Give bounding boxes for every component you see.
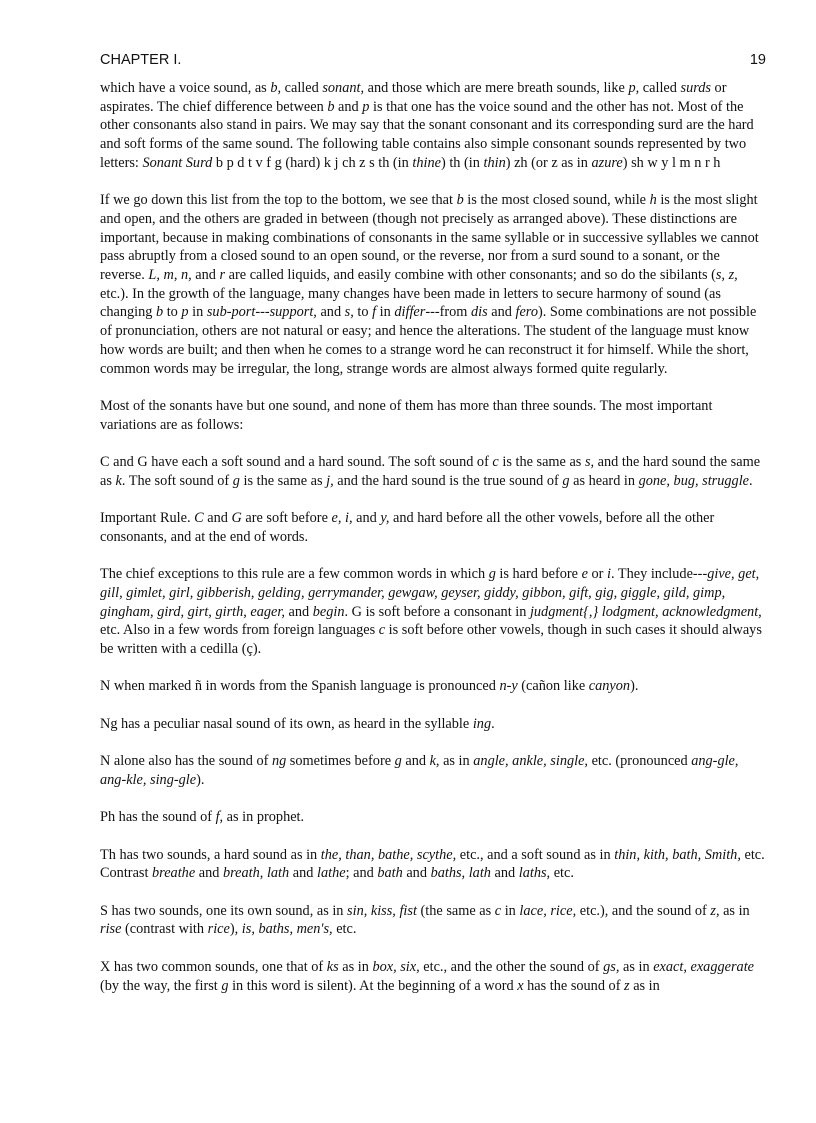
text-run: ). xyxy=(630,678,639,695)
text-run: and xyxy=(203,510,232,527)
italic-run: fero xyxy=(515,304,538,321)
text-run: is the most slight and open, and the others are graded in between (though not precisely as arranged above). These distinctions are important, because in making combinations of consonants in the same syllable or in successive syllables we cannot pass abruptly from a closed sound to an open sound, or the reverse, nor from a surd sound to a sonant, or the reverse. xyxy=(100,192,759,284)
italic-run: g xyxy=(221,977,229,994)
italic-run: bath xyxy=(377,865,403,882)
italic-run: sub-port---support, xyxy=(206,304,317,321)
italic-run: begin xyxy=(312,603,345,620)
italic-run: f xyxy=(372,304,377,321)
text-run: etc., and a soft sound as in xyxy=(456,846,615,863)
paragraph xyxy=(100,752,766,789)
paragraph xyxy=(100,715,766,734)
italic-run: sonant, xyxy=(322,80,365,96)
text-run: are soft before xyxy=(241,510,332,527)
italic-run: G xyxy=(231,510,242,527)
italic-run: breath, xyxy=(222,865,264,882)
italic-run: azure xyxy=(591,154,623,171)
text-run: and xyxy=(401,753,430,770)
text-run: Important Rule. xyxy=(100,510,195,527)
text-run: and xyxy=(487,304,516,321)
text-run: as in xyxy=(619,958,654,975)
text-run: called xyxy=(639,80,681,96)
italic-run: s, xyxy=(344,304,354,321)
text-run: or xyxy=(587,566,608,583)
text-run: The chief exceptions to this rule are a few common words in which xyxy=(100,566,489,583)
italic-run: j, xyxy=(326,472,334,489)
paragraph xyxy=(100,453,766,490)
text-run: C and G have each a soft sound and a hard sound. The soft sound of xyxy=(100,454,493,471)
italic-run: ing xyxy=(472,715,492,732)
text-run: as in xyxy=(719,902,750,919)
text-run: to xyxy=(163,304,182,321)
italic-run: b xyxy=(456,192,464,209)
text-run: is the most closed sound, while xyxy=(463,192,650,209)
text-run: N when marked ñ in words from the Spanish language is pronounced xyxy=(100,678,500,695)
italic-run: lathe xyxy=(316,865,346,882)
italic-run: C xyxy=(194,510,204,527)
text-run: . They include--- xyxy=(611,566,708,583)
italic-run: c xyxy=(494,902,502,919)
paragraph xyxy=(100,958,766,995)
italic-run: differ xyxy=(394,304,426,321)
text-run: (by the way, the first xyxy=(100,977,222,994)
italic-run: thine xyxy=(412,154,441,171)
italic-run: b xyxy=(327,98,335,115)
italic-run: k xyxy=(115,472,122,489)
italic-run: h xyxy=(649,192,657,209)
text-run: Ph has the sound of xyxy=(100,809,216,826)
italic-run: gone, bug, struggle xyxy=(638,472,750,489)
italic-run: e, i, xyxy=(331,510,353,527)
italic-run: give, get, gill, gimlet, girl, gibberish, gelding, gerrymander, gewgaw, geyser, giddy, gibbon, gift, gig, giggle, gild, gimp, gingham, gird, girt, girth, eager, xyxy=(100,566,760,620)
text-run: ) zh (or z as in xyxy=(505,154,592,171)
paragraph xyxy=(100,808,766,827)
text-run: which have a voice sound, as xyxy=(100,80,271,96)
italic-run: gs, xyxy=(603,958,620,975)
text-run: N alone also has the sound of xyxy=(100,753,272,770)
italic-run: b, xyxy=(270,80,282,96)
italic-run: laths, xyxy=(518,865,551,882)
text-run: ---from xyxy=(425,304,471,321)
italic-run: rise xyxy=(100,921,122,938)
text-run: ; and xyxy=(345,865,378,882)
text-run: and xyxy=(195,865,223,882)
italic-run: the, than, bathe, scythe, xyxy=(320,846,457,863)
italic-run: i xyxy=(607,566,611,583)
text-run: and xyxy=(334,98,363,115)
italic-run: g xyxy=(394,753,402,770)
text-run: (cañon like xyxy=(517,678,589,695)
text-run: to xyxy=(353,304,373,321)
text-run: and xyxy=(490,865,519,882)
italic-run: box, six, xyxy=(372,958,420,975)
text-run: etc. xyxy=(550,865,574,882)
text-run: and xyxy=(284,603,313,620)
paragraph xyxy=(100,191,766,378)
italic-run: f, xyxy=(215,809,224,826)
italic-run: c xyxy=(492,454,499,471)
text-run: or aspirates. The chief difference between xyxy=(100,80,727,115)
text-run: in xyxy=(376,304,395,321)
text-run: in this word is silent). At the beginning of a word xyxy=(228,977,518,994)
italic-run: g xyxy=(488,566,496,583)
text-run: and xyxy=(402,865,431,882)
italic-run: lath xyxy=(266,865,290,882)
italic-run: thin, kith, bath, Smith, xyxy=(614,846,741,863)
text-run: and xyxy=(352,510,381,527)
text-run: ) th (in xyxy=(440,154,484,171)
text-run: etc., and the other the sound of xyxy=(419,958,604,975)
paragraph xyxy=(100,565,766,659)
italic-run: r xyxy=(219,267,226,284)
italic-run: exact, exaggerate xyxy=(653,958,755,975)
text-run: and hard before all the other vowels, before all the other consonants, and at the end of words. xyxy=(100,510,715,545)
italic-run: e xyxy=(581,566,588,583)
italic-run: ang-gle, ang-kle, sing-gle xyxy=(100,753,739,788)
text-run: ) sh w y l m n r h xyxy=(622,154,721,171)
italic-run: breathe xyxy=(152,865,196,882)
running-header xyxy=(100,52,766,72)
text-run: etc. (pronounced xyxy=(588,753,692,770)
chapter-title: CHAPTER I. xyxy=(100,52,182,68)
italic-run: g xyxy=(232,472,240,489)
text-run: is soft before other vowels, though in such cases it should always be written with a cedilla (ç). xyxy=(100,622,762,658)
text-run: If we go down this list from the top to the bottom, we see that xyxy=(100,192,457,209)
italic-run: thin xyxy=(483,154,506,171)
italic-run: canyon xyxy=(588,678,631,695)
italic-run: dis xyxy=(471,304,488,321)
text-run: is the same as xyxy=(498,454,585,471)
text-run: . G is soft before a consonant in xyxy=(344,603,530,620)
paragraph xyxy=(100,509,766,546)
text-run: . xyxy=(491,715,495,732)
text-run: and xyxy=(191,267,220,284)
text-run: Ng has a peculiar nasal sound of its own, as heard in the syllable xyxy=(100,715,473,732)
text-run: has the sound of xyxy=(523,977,625,994)
text-run: etc. Contrast xyxy=(100,846,765,882)
text-run: b p d t v f g (hard) k j ch z s th (in xyxy=(212,154,413,171)
text-run: (contrast with xyxy=(121,921,208,938)
italic-run: ng xyxy=(271,753,287,770)
paragraph xyxy=(100,79,766,173)
italic-run: ks xyxy=(326,958,339,975)
italic-run: z, xyxy=(710,902,720,919)
text-run: as heard in xyxy=(569,472,639,489)
italic-run: x xyxy=(517,977,524,994)
text-run: ). xyxy=(196,771,205,788)
text-run: called xyxy=(281,80,323,96)
text-run: and xyxy=(316,304,345,321)
text-run: etc. xyxy=(332,921,357,938)
italic-run: k, xyxy=(429,753,440,770)
italic-run: b xyxy=(155,304,164,321)
text-run: (the same as xyxy=(416,902,495,919)
paragraph xyxy=(100,677,766,696)
italic-run: sin, kiss, fist xyxy=(347,902,417,919)
italic-run: c xyxy=(378,622,386,639)
text-run: and those which are mere breath sounds, like xyxy=(364,80,629,96)
text-run: etc.), and the sound of xyxy=(576,902,711,919)
text-run: . The soft sound of xyxy=(121,472,233,489)
text-run: as in xyxy=(629,977,660,994)
italic-run: angle, ankle, single, xyxy=(473,753,589,770)
italic-run: p, xyxy=(628,80,640,96)
text-run: ), xyxy=(229,921,242,938)
italic-run: baths, xyxy=(430,865,466,882)
italic-run: rice xyxy=(207,921,230,938)
italic-run: Sonant Surd xyxy=(142,154,213,171)
text-run: and the hard sound is the true sound of xyxy=(333,472,563,489)
italic-run: g xyxy=(562,472,570,489)
italic-run: judgment{,} lodgment, acknowledgment, xyxy=(529,603,762,620)
paragraph xyxy=(100,846,766,883)
page-number: 19 xyxy=(749,52,766,68)
text-run: in xyxy=(188,304,207,321)
text-run: as in xyxy=(338,958,373,975)
text-run: S has two sounds, one its own sound, as in xyxy=(100,902,348,919)
text-run: Th has two sounds, a hard sound as in xyxy=(100,846,321,863)
italic-run: is, baths, men's, xyxy=(241,921,333,938)
text-run: sometimes before xyxy=(286,753,395,770)
text-run: etc.). In the growth of the language, many changes have been made in letters to secure harmony of sound (as changing xyxy=(100,285,721,321)
text-run: as in xyxy=(439,753,474,770)
text-run: Most of the sonants have but one sound, and none of them has more than three sounds. The most important variations are as follows: xyxy=(100,397,713,433)
italic-run: p xyxy=(362,98,370,115)
italic-run: z xyxy=(624,977,630,994)
text-run: as in prophet. xyxy=(223,809,305,826)
italic-run: s, z, xyxy=(715,267,738,284)
text-run: are called liquids, and easily combine with other consonants; and so do the sibilants ( xyxy=(225,267,716,284)
italic-run: n-y xyxy=(499,678,518,695)
text-run: is hard before xyxy=(495,566,582,583)
italic-run: s, xyxy=(584,454,595,471)
paragraph xyxy=(100,902,766,939)
italic-run: lace, rice, xyxy=(519,902,577,919)
italic-run: y, xyxy=(380,510,390,527)
italic-run: lath xyxy=(468,865,491,882)
italic-run: L, m, n, xyxy=(148,267,192,284)
text-run: . xyxy=(749,472,753,489)
text-run: ). Some combinations are not possible of pronunciation, others are not natural or easy; and hence the alterations. The student of the language must know how words are built; and then when he comes to a strange word he can reconstruct it for himself. While the short, common words may be irregular, the long, strange words are almost always formed quite regularly. xyxy=(100,304,757,377)
italic-run: surds xyxy=(680,80,711,96)
paragraph xyxy=(100,397,766,434)
text-run: X has two common sounds, one that of xyxy=(100,958,327,975)
text-run: etc. Also in a few words from foreign languages xyxy=(100,622,379,639)
text-run: is that one has the voice sound and the other has not. Most of the other consonants also stand in pairs. We may say that the sonant consonant and its corresponding surd are the hard and soft forms of the same sound. The following table contains also simple consonant sounds represented by two letters: xyxy=(100,98,754,171)
body-text xyxy=(100,79,766,1014)
text-run: and the hard sound the same as xyxy=(100,454,761,489)
text-run: and xyxy=(289,865,317,882)
italic-run: p xyxy=(181,304,189,321)
text-run: is the same as xyxy=(239,472,327,489)
text-run: in xyxy=(501,902,520,919)
